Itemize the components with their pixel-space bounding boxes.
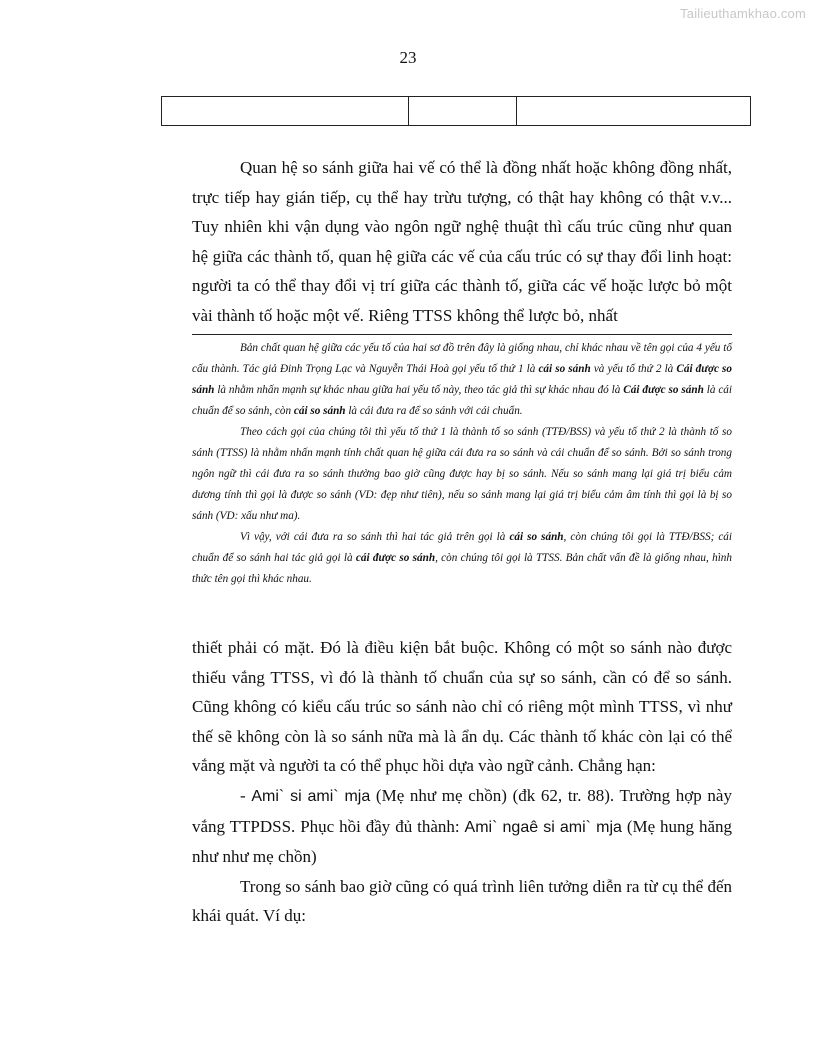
table-fragment (161, 96, 751, 126)
page-number: 23 (399, 48, 417, 67)
footnote-divider (192, 334, 732, 335)
paragraph-closing: Trong so sánh bao giờ cũng có quá trình liên tưởng diễn ra từ cụ thể đến khái quát. Ví dụ: (192, 876, 732, 926)
table-cell (409, 97, 517, 126)
example-word: Ami` ngaê si ami` mja (464, 818, 622, 836)
footnote-3: Vì vậy, với cái đưa ra so sánh thì hai tác giả trên gọi là cái so sánh, còn chúng tôi gọi là TTĐ/BSS; cái chuẩn để so sánh hai tác giả gọi là cái được so sánh, còn chúng tôi gọi là TTSS. Bản chất vấn đề là giống nhau, hình thức tên gọi thì khác nhau. (192, 531, 733, 585)
watermark: Tailieuthamkhao.com (680, 6, 806, 21)
footnote-1: Bản chất quan hệ giữa các yếu tố của hai sơ đồ trên đây là giống nhau, chỉ khác nhau về tên gọi của 4 yếu tố cấu thành. Tác giả Đinh Trọng Lạc và Nguyễn Thái Hoà gọi yếu tố thứ 1 là cái so sánh và yếu tố thứ 2 là Cái được so sánh là nhằm nhấn mạnh sự khác nhau giữa hai yếu tố này, theo tác giả thì sự khác nhau đó là Cái được so sánh là cái chuẩn để so sánh, còn cái so sánh là cái đưa ra để so sánh với cái chuẩn. (192, 342, 732, 417)
body-text-bottom (192, 633, 732, 931)
footnote-2: Theo cách gọi của chúng tôi thì yếu tố thứ 1 là thành tố so sánh (TTĐ/BSS) và yếu tố thứ 2 là thành tố so sánh (TTSS) là nhằm nhấn mạnh tính chất quan hệ giữa cái đưa ra so sánh và cái chuẩn để so sánh. Bởi so sánh trong ngôn ngữ thì cái đưa ra so sánh thường bao giờ cũng được hay bị so sánh. Nếu so sánh mang lại giá trị biểu cảm dương tính thì gọi là được so sánh (VD: đẹp như tiên), nếu so sánh mang lại giá trị biểu cảm âm tính thì gọi là bị so sánh (VD: xấu như ma). (192, 426, 732, 522)
paragraph-example: - Ami` si ami` mja (Mẹ như mẹ chồn) (đk 62, tr. 88). Trường hợp này vắng TTPDSS. Phục hồi đầy đủ thành: Ami` ngaê si ami` mja (Mẹ hung hăng như như mẹ chồn) (192, 785, 733, 867)
table-cell (517, 97, 751, 126)
body-text-top (192, 153, 732, 331)
table-cell (162, 97, 409, 126)
paragraph: Quan hệ so sánh giữa hai vế có thể là đồng nhất hoặc không đồng nhất, trực tiếp hay gián tiếp, cụ thể hay trừu tượng, có thật hay không có thật v.v... Tuy nhiên khi vận dụng vào ngôn ngữ nghệ thuật thì cấu trúc cũng như quan hệ giữa các thành tố, quan hệ giữa các vế của cấu trúc có sự thay đổi linh hoạt: người ta có thể thay đổi vị trí giữa các thành tố, giữa các vế hoặc lược bỏ một vài thành tố hoặc một vế. Riêng TTSS không thể lược bỏ, nhất (192, 158, 732, 325)
example-word: Ami` si ami` mja (251, 787, 371, 805)
paragraph-continuation: thiết phải có mặt. Đó là điều kiện bắt buộc. Không có một so sánh nào được thiếu vắng TTSS, vì đó là thành tố chuẩn của sự so sánh, cần có để so sánh. Cũng không có kiểu cấu trúc so sánh nào chỉ có riêng một mình TTSS, vì như thế sẽ không còn là so sánh nữa mà là ẩn dụ. Các thành tố khác còn lại có thể vắng mặt và người ta có thể phục hồi dựa vào ngữ cảnh. Chẳng hạn: (192, 638, 732, 776)
footnotes (192, 338, 732, 590)
table-row (162, 97, 751, 126)
